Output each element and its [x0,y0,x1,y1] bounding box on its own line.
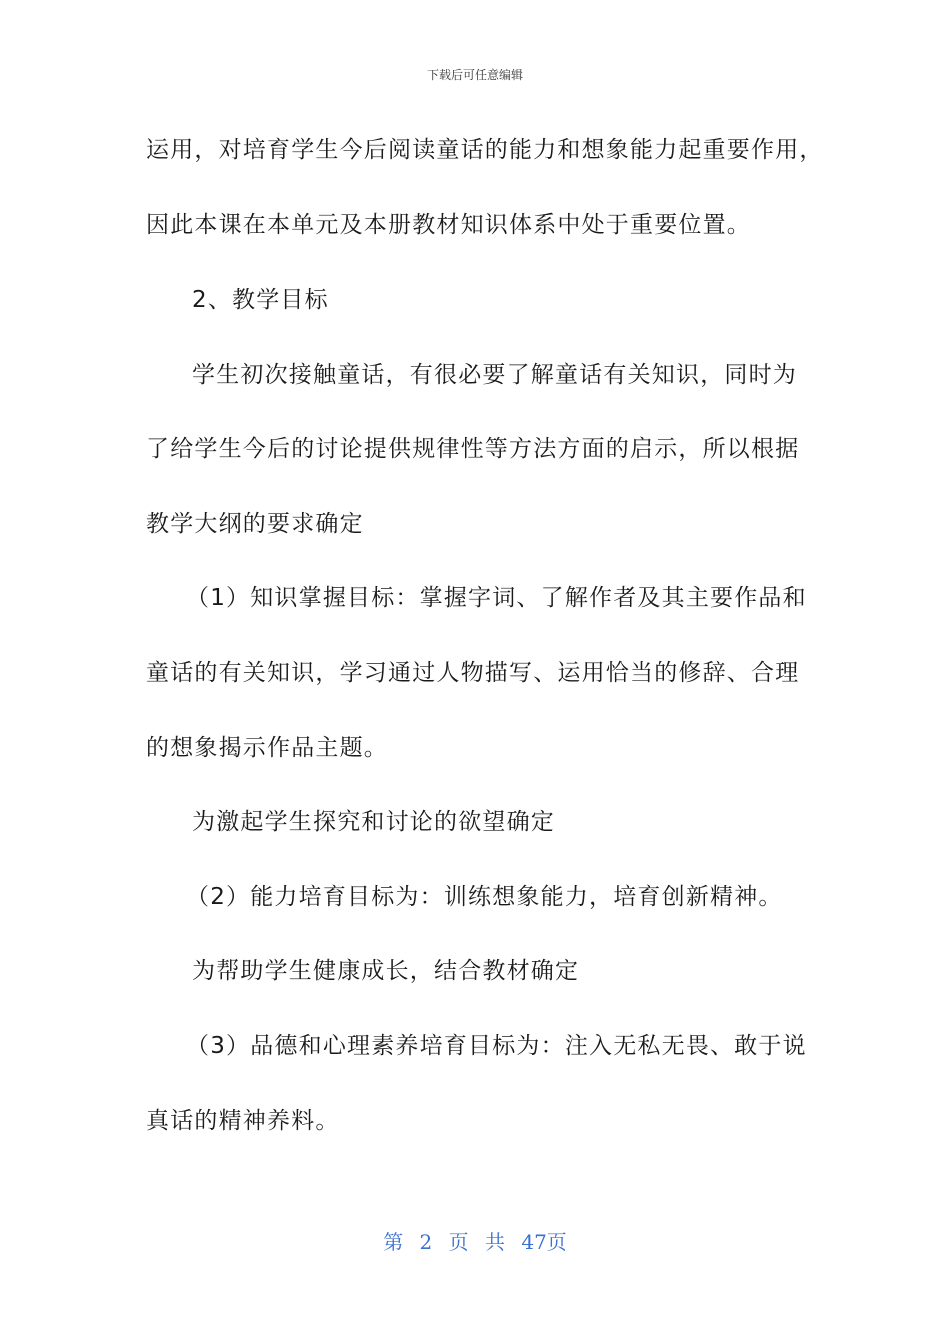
paragraph-line: 童话的有关知识，学习通过人物描写、运用恰当的修辞、合理 [146,660,800,686]
footer-ye: 页 [448,1230,469,1254]
paragraph-line: （1）知识掌握目标：掌握字词、了解作者及其主要作品和 [186,585,807,611]
paragraph-line: 为激起学生探究和讨论的欲望确定 [192,809,555,835]
paragraph-line: 运用，对培育学生今后阅读童话的能力和想象能力起重要作用， [146,137,824,163]
paragraph-line: 真话的精神养料。 [146,1108,340,1134]
paragraph-line: 的想象揭示作品主题。 [146,735,388,761]
paragraph-line: （2）能力培育目标为：训练想象能力，培育创新精神。 [186,884,783,910]
footer-gong: 共 [485,1230,505,1254]
page-footer [0,1226,950,1255]
paragraph-line: 教学大纲的要求确定 [146,511,364,537]
paragraph-line: 了给学生今后的讨论提供规律性等方法方面的启示，所以根据 [146,436,800,462]
footer-di: 第 [383,1230,404,1254]
footer-total-pages: 47页 [521,1230,567,1254]
paragraph-line: （3）品德和心理素养培育目标为：注入无私无畏、敢于说 [186,1033,807,1059]
section-heading: 2、教学目标 [192,287,329,313]
page-header: 下载后可任意编辑 [426,68,523,82]
paragraph-line: 因此本课在本单元及本册教材知识体系中处于重要位置。 [146,212,751,238]
footer-page-number: 2 [419,1230,433,1254]
paragraph-line: 学生初次接触童话，有很必要了解童话有关知识，同时为 [192,362,797,388]
paragraph-line: 为帮助学生健康成长，结合教材确定 [192,958,580,984]
